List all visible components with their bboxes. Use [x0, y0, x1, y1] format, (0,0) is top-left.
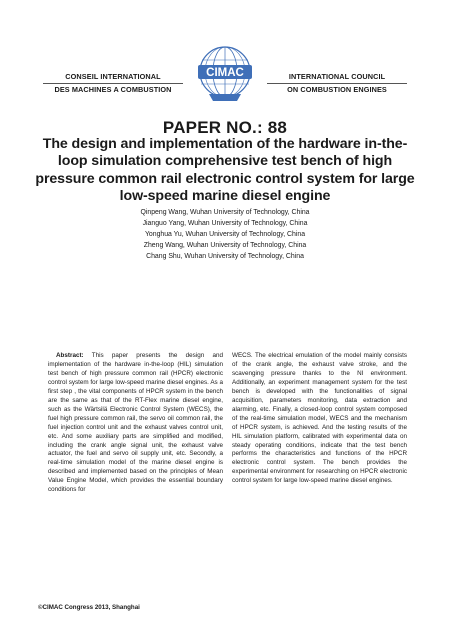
abstract-label: Abstract:	[56, 352, 84, 359]
header-council-english	[262, 70, 412, 96]
copyright-footer: ©CIMAC Congress 2013, Shanghai	[38, 604, 140, 611]
author-3: Yonghua Yu, Wuhan University of Technology, China	[144, 231, 306, 239]
logo-text: CIMAC	[206, 67, 244, 79]
paper-number: PAPER NO.: 88	[162, 118, 288, 137]
author-list	[0, 207, 450, 262]
header-left-line2: DES MACHINES A COMBUSTION	[54, 85, 172, 94]
abstract-column-left	[48, 352, 223, 495]
header-right-line1: INTERNATIONAL COUNCIL	[288, 72, 386, 81]
author-4: Zheng Wang, Wuhan University of Technology, China	[143, 242, 307, 250]
header-left-line1: CONSEIL INTERNATIONAL	[65, 72, 161, 81]
cimac-emblem-icon	[197, 44, 253, 104]
author-2: Jianguo Yang, Wuhan University of Technology, China	[142, 220, 308, 228]
header-council-french	[38, 70, 188, 96]
abstract-text-left: This paper presents the design and implementation of the hardware in-the-loop (HIL) simulation test bench of high pressure common rail (HPCR) electronic control system for large low-speed marine diesel engines. As a first step , the vital components of HPCR system in the bench are the same as that of the RT-Flex marine diesel engine, such as the Wärtsilä Electronic Control System (WECS), the fuel high pressure common rail, the servo oil common rail, the fuel injection control unit and the exhaust valves control unit, etc. And some auxiliary parts are simplified and modified, including the crank angle signal unit, the exhaust valve actuator, the fuel and servo oil supply unit, etc. Secondly, a real-time simulation model of the marine diesel engine is described and implemented based on the principles of Mean Value Engine Model, which provides the essential boundary conditions for	[48, 352, 223, 494]
abstract-column-right	[232, 352, 407, 486]
header-right-line2: ON COMBUSTION ENGINES	[287, 85, 387, 94]
author-5: Chang Shu, Wuhan University of Technology, China	[146, 253, 304, 261]
paper-title: The design and implementation of the hardware in-the-loop simulation comprehensive test bench of high pressure common rail electronic control system for large low-speed marine diesel engine	[35, 136, 415, 204]
header-right-divider	[267, 83, 407, 84]
abstract-text-right: WECS. The electrical emulation of the model mainly consists of the crank angle, the exhaust valve stroke, and the scavenging pressure thanks to the NI environment. Additionally, an experiment management system for the test bench is developed with the functionalities of signal acquisition, parameters monitoring, data extraction and alarming, etc. Finally, a closed-loop control system composed of the real-time simulation model, WECS and the mechanism of HPCR system, is achieved. And the testing results of the HIL simulation platform, calibrated with experimental data on steady operating conditions, indicate that the test bench performs the characteristics and functions of the HPCR electronic control system. The bench provides the experimental environment for researching on HPCR electronic control system for large low-speed marine diesel engines.	[232, 352, 407, 485]
header-left-divider	[43, 83, 183, 84]
author-1: Qinpeng Wang, Wuhan University of Technology, China	[140, 209, 310, 216]
